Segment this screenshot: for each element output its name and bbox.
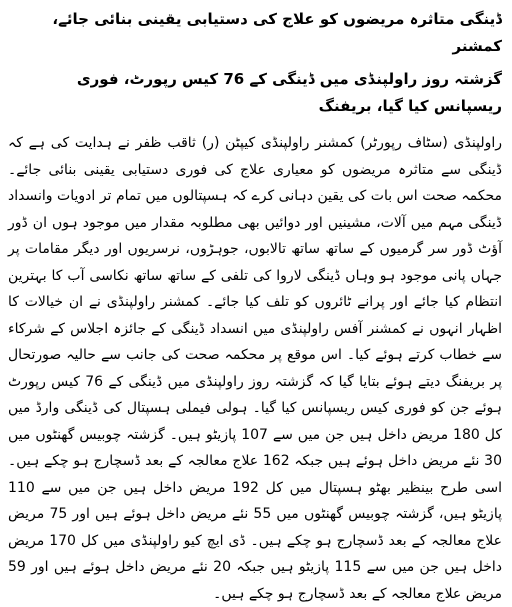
article-body: راولپنڈی (سٹاف رپورٹر) کمشنر راولپنڈی کیپٹن (ر) ثاقب ظفر نے ہدایت کی ہے کہ ڈینگی سے متاثرہ مریضوں کو معیاری علاج کی فوری دستیابی یقینی بنائی جائے۔ محکمہ صحت اس بات کی یقین دہانی کرے کہ ہسپتالوں میں تمام تر ادویات وانسداد ڈینگی مہم میں آلات، مشینیں اور دوائیں بھی مطلوبہ مقدار میں موجود ہوں ان ڈور آؤٹ ڈور سر گرمیوں کے ساتھ ساتھ تالابوں، جوہڑوں، نرسریوں اور دیگر مقامات پر جہاں پانی موجود ہو وہاں ڈینگی لاروا کی تلفی کے ساتھ ساتھ نکاسی آب کا بہترین انتظام کیا جائے اور پرانے ٹائروں کو تلف کیا جائے۔ کمشنر راولپنڈی نے ان خیالات کا اظہار انہوں نے کمشنر آفس راولپنڈی میں انسداد ڈینگی کے جائزہ اجلاس کے شرکاء سے خطاب کرتے ہوئے کیا۔ اس موقع پر محکمہ صحت کی جانب سے حالیہ صورتحال پر بریفنگ دیتے ہوئے بتایا گیا کہ گزشتہ روز راولپنڈی میں ڈینگی کے 76 کیس رپورٹ ہوئے جن کو فوری کیس ریسپانس کیا گیا۔ ہولی فیملی ہسپتال کی ڈینگی وارڈ میں کل 180 مریض داخل ہیں جن میں سے 107 پازیٹو ہیں۔ گزشتہ چوبیس گھنٹوں میں 30 نئے مریض داخل ہوئے ہیں جبکہ 162 علاج معالجہ کے بعد ڈسچارج ہو چکے ہیں۔ اسی طرح بینظیر بھٹو ہسپتال میں کل 192 مریض داخل ہیں جن میں سے 110 پازیٹو ہیں، گزشتہ چوبیس گھنٹوں میں 55 نئے مریض داخل ہوئے ہیں اور 75 مریض علاج معالجہ کے بعد ڈسچارج ہو چکے ہیں۔ ڈی ایچ کیو راولپنڈی میں کل 170 مریض داخل ہیں جن میں سے 115 پازیٹو ہیں جبکہ 20 نئے مریض داخل ہوئے ہیں اور 59 مریض علاج معالجہ کے بعد ڈسچارج ہو چکے ہیں۔	[8, 135, 503, 602]
article-headline: ڈینگی متاثرہ مریضوں کو علاج کی دستیابی یقینی بنائی جائے، کمشنر	[52, 10, 502, 55]
article-subheadline: گزشتہ روز راولپنڈی میں ڈینگی کے 76 کیس رپورٹ، فوری ریسپانس کیا گیا، بریفنگ	[76, 70, 502, 115]
